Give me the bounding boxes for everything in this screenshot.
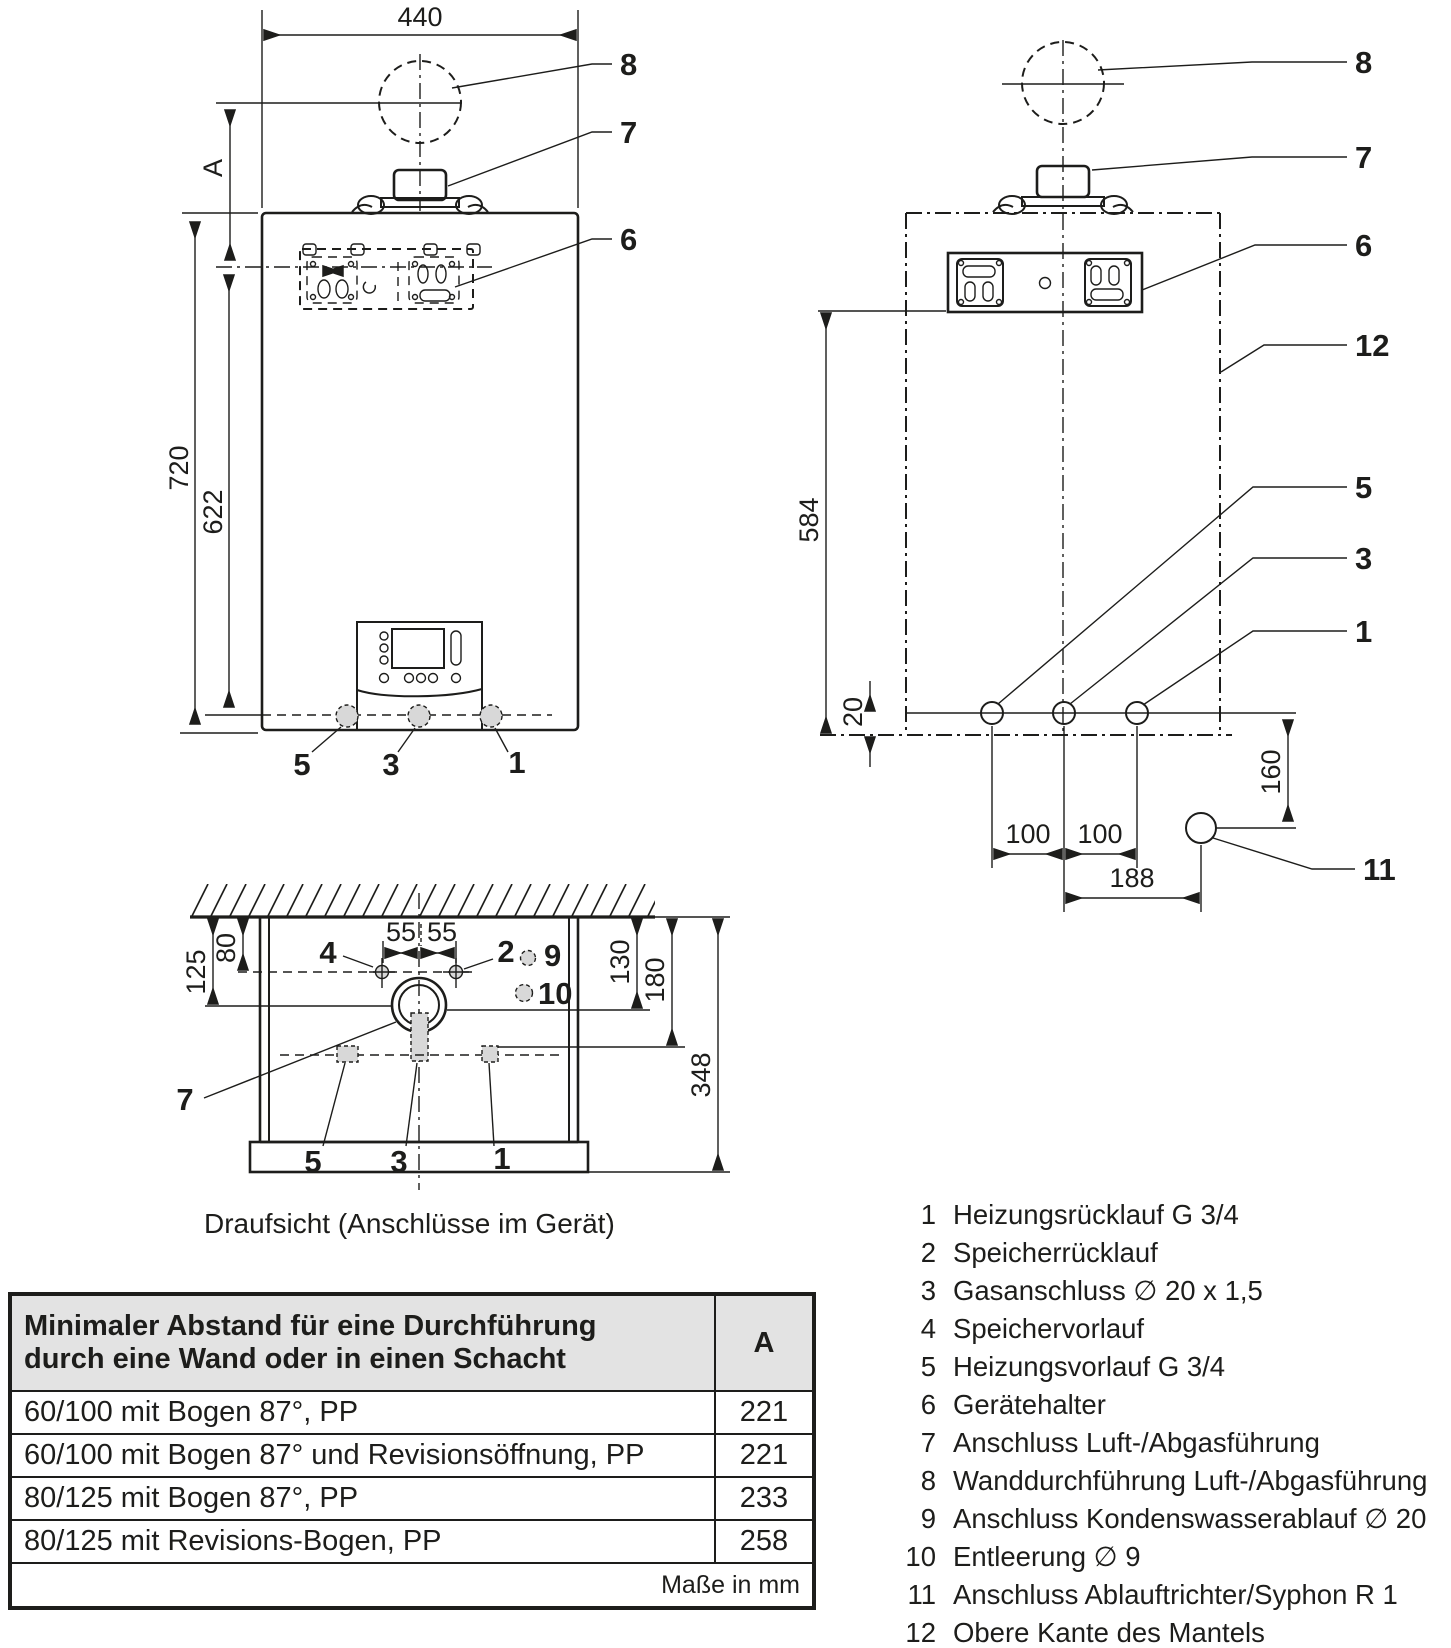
legend-num: 12 [905, 1617, 936, 1648]
dim-label-180: 180 [640, 957, 670, 1003]
row-label: 60/100 mit Bogen 87° und Revisionsöffnung, PP [10, 1434, 715, 1477]
table-footer-row [10, 1563, 814, 1608]
legend-item [878, 1310, 1427, 1348]
dim-label-622: 622 [198, 489, 228, 535]
leader-7 [1092, 157, 1347, 170]
table-row [10, 1520, 814, 1563]
legend-text: Obere Kante des Mantels [953, 1617, 1265, 1648]
dim-label-348: 348 [686, 1052, 716, 1098]
row-value: 221 [715, 1391, 814, 1434]
leader-5 [323, 1063, 345, 1146]
callout-7: 7 [176, 1082, 194, 1117]
legend-item [878, 1462, 1427, 1500]
clearance-table [8, 1292, 816, 1610]
gas-connection-3 [411, 1013, 428, 1061]
table-header-colA: A [715, 1294, 814, 1391]
legend-text: Anschluss Luft-/Abgasführung [953, 1427, 1320, 1458]
leader-8 [452, 64, 612, 88]
callout-1: 1 [1355, 614, 1373, 649]
header-line-2: durch eine Wand oder in einen Schacht [24, 1343, 566, 1375]
connection-10 [516, 985, 533, 1002]
callout-9: 9 [544, 938, 562, 973]
wall-hatching [190, 884, 655, 917]
syphon-connection [1186, 813, 1216, 843]
legend-item [878, 1500, 1427, 1538]
panel-curve [357, 689, 482, 696]
slider [451, 631, 461, 665]
top-view-caption: Draufsicht (Anschlüsse im Gerät) [204, 1208, 615, 1239]
callout-4: 4 [319, 935, 337, 970]
callout-3: 3 [1355, 541, 1373, 576]
dim-label-20: 20 [838, 696, 868, 728]
callout-12: 12 [1355, 328, 1390, 363]
leader-1 [1143, 631, 1347, 705]
leader-12 [1221, 345, 1347, 372]
leader-8 [1098, 62, 1347, 70]
callout-7: 7 [1355, 140, 1373, 175]
dim-label-55a: 55 [385, 917, 417, 947]
legend-text: Speicherrücklauf [953, 1237, 1158, 1268]
leader-2 [464, 959, 493, 969]
legend-num: 7 [920, 1427, 936, 1458]
legend-text: Speichervorlauf [953, 1313, 1145, 1344]
legend-text: Anschluss Kondenswasserablauf ∅ 20 [953, 1503, 1427, 1534]
leader-7 [448, 132, 612, 186]
legend-item [878, 1576, 1427, 1614]
row-value: 258 [715, 1520, 814, 1563]
table-header-row [10, 1294, 814, 1391]
legend-num: 9 [920, 1503, 936, 1534]
row-value: 233 [715, 1477, 814, 1520]
legend-item [878, 1348, 1427, 1386]
legend-num: 10 [905, 1541, 936, 1572]
table-row [10, 1391, 814, 1434]
row-label: 80/125 mit Bogen 87°, PP [10, 1477, 715, 1520]
legend-item [878, 1386, 1427, 1424]
connection-5 [336, 705, 358, 727]
side-view [794, 40, 1396, 912]
callout-10: 10 [538, 976, 573, 1011]
callout-8: 8 [620, 47, 638, 82]
legend-text: Heizungsvorlauf G 3/4 [953, 1351, 1226, 1382]
callout-6: 6 [620, 222, 638, 257]
legend-num: 1 [920, 1199, 936, 1230]
callout-6: 6 [1355, 228, 1373, 263]
legend-item [878, 1424, 1427, 1462]
legend-item [878, 1196, 1427, 1234]
dim-label-188: 188 [1109, 863, 1155, 893]
callout-1: 1 [508, 745, 526, 780]
connection-9 [521, 951, 536, 966]
legend-item [878, 1272, 1427, 1310]
callout-5: 5 [1355, 470, 1373, 505]
dim-label-55b: 55 [426, 917, 458, 947]
leader-1 [489, 1063, 494, 1146]
bracket-plate [300, 244, 480, 309]
callout-5: 5 [304, 1144, 322, 1179]
legend [878, 1196, 1427, 1648]
callout-8: 8 [1355, 45, 1373, 80]
legend-text: Gasanschluss ∅ 20 x 1,5 [953, 1275, 1263, 1306]
legend-num: 3 [920, 1275, 936, 1306]
display [392, 629, 444, 668]
legend-item [878, 1538, 1427, 1576]
dim-label-100b: 100 [1077, 819, 1123, 849]
legend-num: 11 [907, 1579, 936, 1610]
legend-num: 4 [920, 1313, 936, 1344]
table-row [10, 1477, 814, 1520]
leader-5 [998, 487, 1347, 704]
legend-text: Entleerung ∅ 9 [953, 1541, 1141, 1572]
front-view [164, 2, 637, 782]
callout-3: 3 [390, 1144, 408, 1179]
boiler-outline [262, 213, 578, 730]
legend-text: Anschluss Ablauftrichter/Syphon R 1 [953, 1579, 1398, 1610]
legend-num: 2 [920, 1237, 936, 1268]
callout-11: 11 [1363, 852, 1396, 887]
leader-3 [398, 728, 415, 752]
wall-duct-circle [379, 61, 461, 143]
row-label: 80/125 mit Revisions-Bogen, PP [10, 1520, 715, 1563]
row-label: 60/100 mit Bogen 87°, PP [10, 1391, 715, 1434]
top-view [176, 884, 730, 1190]
legend-num: 5 [920, 1351, 936, 1382]
leader-1 [495, 728, 508, 752]
header-line-1: Minimaler Abstand für eine Durchführung [24, 1310, 597, 1342]
connection-1 [482, 1046, 498, 1062]
legend-num: 6 [920, 1389, 936, 1420]
legend-text: Wanddurchführung Luft-/Abgasführung [953, 1465, 1428, 1496]
leader-11 [1213, 838, 1355, 869]
legend-text: Heizungsrücklauf G 3/4 [953, 1199, 1239, 1230]
row-value: 221 [715, 1434, 814, 1477]
connection-1 [480, 705, 502, 727]
legend-num: 8 [920, 1465, 936, 1496]
connection-5 [337, 1046, 358, 1062]
leader-3 [406, 1063, 417, 1146]
connection-3 [408, 705, 430, 727]
dim-label-440: 440 [397, 2, 443, 32]
callout-3: 3 [382, 747, 400, 782]
legend-text: Gerätehalter [953, 1389, 1106, 1420]
callout-1: 1 [493, 1141, 511, 1176]
legend-item [878, 1234, 1427, 1272]
dim-label-160: 160 [1256, 749, 1286, 795]
legend-item [878, 1614, 1427, 1648]
dim-label-584: 584 [794, 497, 824, 543]
leader-6 [1142, 245, 1347, 290]
dim-label-A: A [198, 158, 228, 178]
callout-5: 5 [293, 747, 311, 782]
table-header-label [10, 1294, 715, 1391]
leader-7 [204, 1022, 396, 1098]
dim-label-100a: 100 [1005, 819, 1051, 849]
dim-label-720: 720 [164, 445, 194, 491]
table-footer: Maße in mm [10, 1563, 814, 1608]
table-row [10, 1434, 814, 1477]
leader-6 [455, 239, 612, 287]
dim-label-130: 130 [605, 939, 635, 985]
callout-7: 7 [620, 115, 638, 150]
dim-label-80: 80 [211, 932, 241, 964]
dim-label-125: 125 [181, 949, 211, 995]
leader-4 [343, 956, 373, 967]
bracket-plate [948, 253, 1142, 312]
callout-2: 2 [497, 934, 515, 969]
